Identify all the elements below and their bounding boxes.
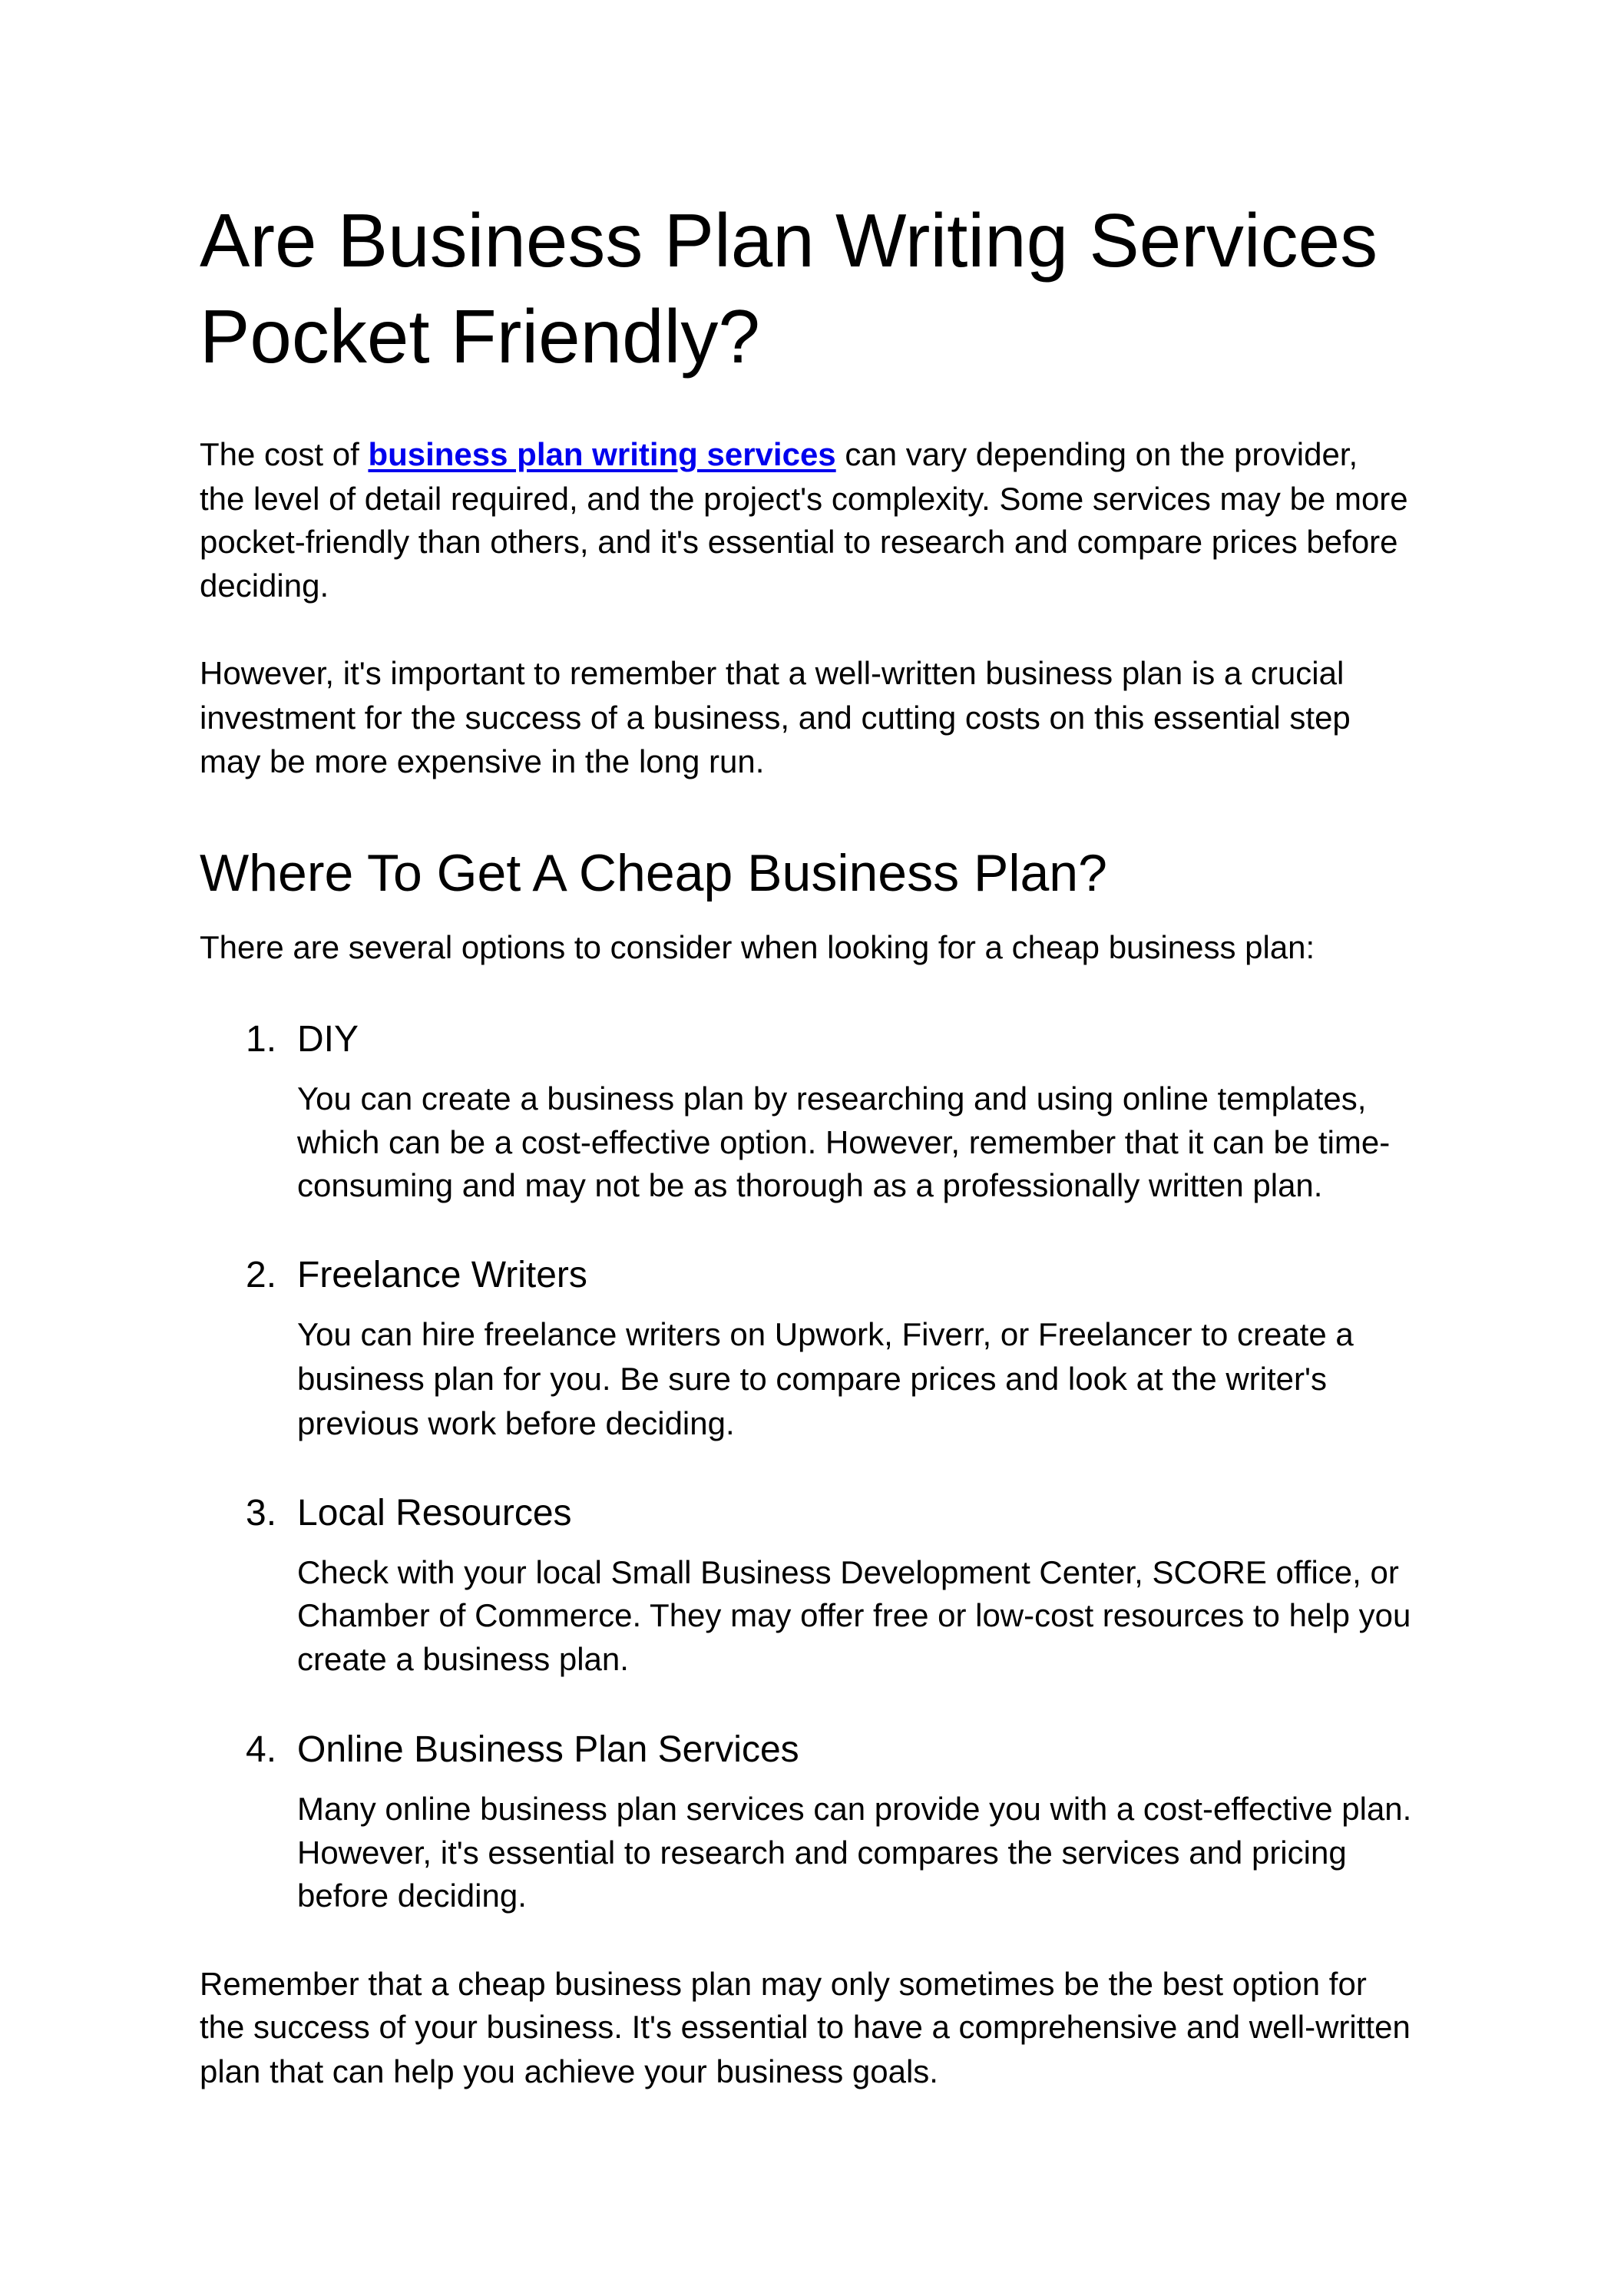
option-title: Freelance Writers [297,1255,587,1295]
option-line: Many online business plan services can provide you with a cost-effective plan. [297,1791,1412,1827]
second-paragraph-line: may be more expensive in the long run. [200,743,765,779]
option-heading-local [246,1490,572,1537]
intro-line-1 [200,432,1358,478]
intro-text: can vary depending on the provider, [835,436,1358,472]
option-line: You can create a business plan by researching and using online templates, [297,1080,1367,1117]
option-number: 3. [246,1493,277,1533]
closing-line: the success of your business. It's essential to have a comprehensive and well-written [200,2009,1411,2045]
option-title: DIY [297,1019,359,1060]
closing-line: plan that can help you achieve your business goals. [200,2053,938,2089]
intro-line: the level of detail required, and the project's complexity. Some services may be more [200,481,1408,517]
option-heading-freelance [246,1252,587,1299]
option-number: 2. [246,1255,277,1295]
page-title-line-1: Are Business Plan Writing Services [200,198,1378,283]
option-number: 4. [246,1729,277,1770]
second-paragraph-line: investment for the success of a business, and cutting costs on this essential step [200,700,1351,736]
option-line: which can be a cost-effective option. However, remember that it can be time- [297,1124,1391,1160]
section-intro: There are several options to consider when looking for a cheap business plan: [200,929,1315,965]
closing-line: Remember that a cheap business plan may only sometimes be the best option for [200,1966,1367,2002]
option-line: create a business plan. [297,1641,629,1677]
option-heading-diy [246,1017,359,1063]
option-line: However, it's essential to research and compares the services and pricing [297,1834,1347,1871]
page-title-line-2: Pocket Friendly? [200,294,760,379]
business-plan-writing-services-link[interactable]: business plan writing services [368,436,836,472]
intro-text: The cost of [200,436,369,472]
intro-line: deciding. [200,567,329,604]
option-line: Check with your local Small Business Development Center, SCORE office, or [297,1554,1399,1590]
section-heading: Where To Get A Cheap Business Plan? [200,844,1107,902]
option-title: Online Business Plan Services [297,1729,799,1770]
option-line: before deciding. [297,1877,527,1914]
option-line: business plan for you. Be sure to compare prices and look at the writer's [297,1361,1328,1397]
option-title: Local Resources [297,1493,572,1533]
option-line: You can hire freelance writers on Upwork, Fiverr, or Freelancer to create a [297,1316,1354,1352]
option-number: 1. [246,1019,277,1060]
option-line: consuming and may not be as thorough as a professionally written plan. [297,1167,1323,1203]
option-line: previous work before deciding. [297,1405,735,1441]
second-paragraph-line: However, it's important to remember that a well-written business plan is a crucial [200,655,1345,691]
option-line: Chamber of Commerce. They may offer free or low-cost resources to help you [297,1597,1411,1633]
intro-line: pocket-friendly than others, and it's essential to research and compare prices before [200,524,1398,560]
option-heading-online [246,1727,799,1773]
